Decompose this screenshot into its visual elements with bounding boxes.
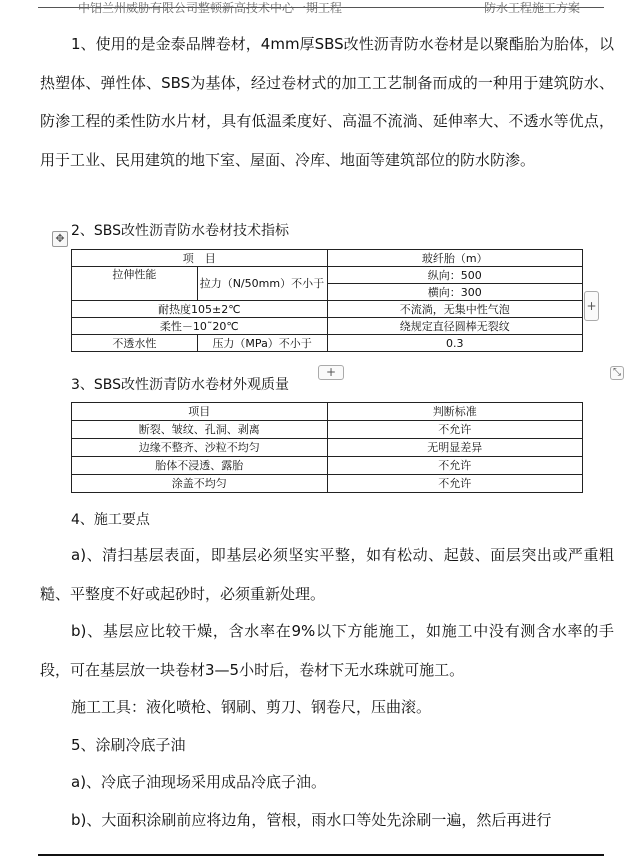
table-row bbox=[72, 421, 583, 439]
appearance-quality-table bbox=[71, 402, 583, 493]
table-row bbox=[72, 457, 583, 475]
table2-value: 无明显差异 bbox=[327, 439, 583, 457]
table2-value: 不允许 bbox=[327, 475, 583, 493]
heading-construction-points: 4、施工要点 bbox=[71, 512, 150, 528]
table-row bbox=[72, 439, 583, 457]
table2-item: 涂盖不均匀 bbox=[72, 475, 328, 493]
paragraph-tools: 施工工具：液化喷枪、钢刷、剪刀、钢卷尺，压曲滚。 bbox=[71, 698, 432, 716]
table-move-handle-icon[interactable]: ✥ bbox=[52, 231, 68, 247]
table1-header-item: 项 目 bbox=[72, 250, 328, 267]
paragraph-intro: 1、使用的是金泰品牌卷材，4mm厚SBS改性沥青防水卷材是以聚酯胎为胎体，以热塑体、弹性体、SBS为基体，经过卷材式的加工工艺制备而成的一种用于建筑防水、防渗工程的柔性防水片材，具有低温柔度好、高温不流淌、延伸率大、不透水等优点，用于工业、民用建筑的地下室、屋面、冷库、地面等建筑部位的防水防渗。 bbox=[40, 35, 614, 169]
technical-specs-table bbox=[71, 249, 583, 352]
heading-technical-specs: 2、SBS改性沥青防水卷材技术指标 bbox=[71, 223, 290, 239]
table1-tensile-longitudinal: 纵向：500 bbox=[327, 267, 582, 284]
header-rule bbox=[38, 1, 604, 15]
table1-header-value: 玻纤胎（m） bbox=[327, 250, 582, 267]
table1-heat-value: 不流淌，无集中性气泡 bbox=[327, 301, 582, 318]
paragraph-primer-a: a)、冷底子油现场采用成品冷底子油。 bbox=[71, 773, 327, 791]
table2-item: 断裂、皱纹、孔洞、剥离 bbox=[72, 421, 328, 439]
header-right-text: 防水工程施工方案 bbox=[483, 1, 580, 15]
table2-value: 不允许 bbox=[327, 457, 583, 475]
table-resize-icon[interactable]: ⤡ bbox=[610, 366, 624, 380]
add-column-button-icon[interactable]: + bbox=[584, 291, 599, 321]
table1-tensile-transverse: 横向：300 bbox=[327, 284, 582, 301]
add-row-button-icon[interactable]: + bbox=[318, 365, 344, 380]
table1-watertight-value: 0.3 bbox=[327, 335, 582, 352]
table1-flex-value: 绕规定直径圆棒无裂纹 bbox=[327, 318, 582, 335]
table2-header-value: 判断标准 bbox=[327, 403, 583, 421]
table1-tensile-label: 拉伸性能 bbox=[72, 267, 198, 301]
footer-rule bbox=[38, 854, 604, 856]
table1-flex-label: 柔性－10˜20℃ bbox=[72, 318, 328, 335]
table2-item: 边缘不整齐、沙粒不均匀 bbox=[72, 439, 328, 457]
table2-value: 不允许 bbox=[327, 421, 583, 439]
header-left-text: 中铝兰州威胁有限公司整顿新高技术中心一期工程 bbox=[78, 1, 343, 15]
table1-heat-label: 耐热度105±2℃ bbox=[72, 301, 328, 318]
heading-primer: 5、涂刷冷底子油 bbox=[71, 736, 186, 754]
paragraph-step-a-clean: a)、清扫基层表面，即基层必须坚实平整，如有松动、起鼓、面层突出或严重粗糙、平整度不好或起砂时，必须重新处理。 bbox=[40, 546, 614, 603]
table1-watertight-sub: 压力（MPa）不小于 bbox=[197, 335, 327, 352]
paragraph-primer-b: b)、大面积涂刷前应将边角，管根，雨水口等处先涂刷一遍，然后再进行 bbox=[71, 811, 552, 829]
heading-appearance-quality: 3、SBS改性沥青防水卷材外观质量 bbox=[71, 377, 290, 393]
paragraph-step-b-dry: b)、基层应比较干燥，含水率在9%以下方能施工，如施工中没有测含水率的手段，可在基层放一块卷材3—5小时后，卷材下无水珠就可施工。 bbox=[40, 622, 614, 679]
table1-tensile-sub: 拉力（N/50mm）不小于 bbox=[197, 267, 327, 301]
table-row bbox=[72, 475, 583, 493]
table2-header-item: 项目 bbox=[72, 403, 328, 421]
table1-watertight-label: 不透水性 bbox=[72, 335, 198, 352]
table2-item: 胎体不浸透、露胎 bbox=[72, 457, 328, 475]
